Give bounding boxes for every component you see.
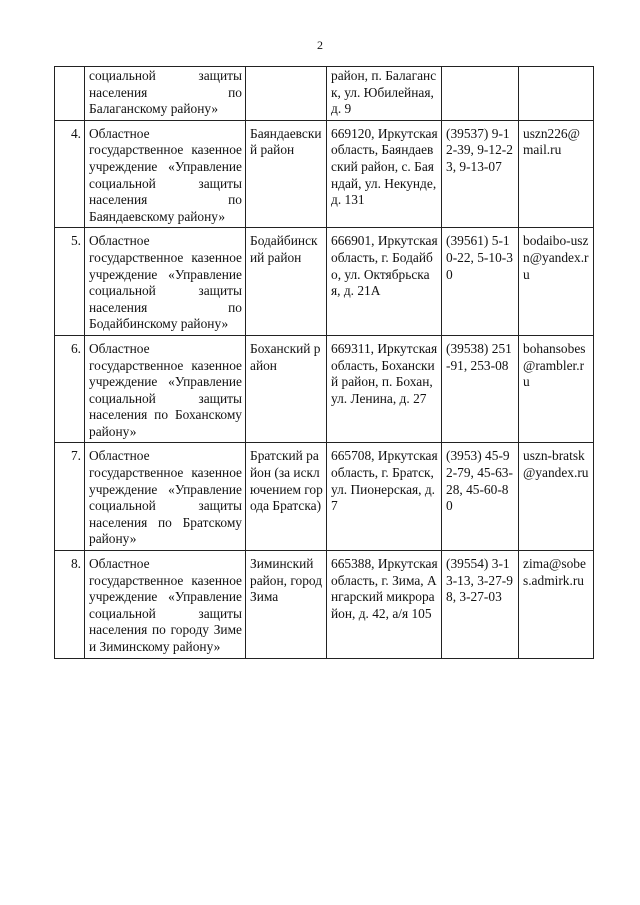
phone: (39538) 251-91, 253-08 — [442, 335, 519, 443]
service-area: Братский район (за исключением города Братска) — [246, 443, 327, 551]
address: 669311, Иркутская область, Боханский район, п. Бохан, ул. Ленина, д. 27 — [327, 335, 442, 443]
phone: (3953) 45-92-79, 45-63-28, 45-60-80 — [442, 443, 519, 551]
page-number: 2 — [317, 38, 323, 52]
address: 669120, Иркутская область, Баяндаевский район, с. Баяндай, ул. Некунде, д. 131 — [327, 120, 442, 228]
service-area: Баяндаевский район — [246, 120, 327, 228]
institution-name: Областное государственное казенное учреждение «Управление социальной защиты населения по Бодайбинскому району» — [85, 228, 246, 336]
phone: (39554) 3-13-13, 3-27-98, 3-27-03 — [442, 551, 519, 659]
table-row — [55, 335, 594, 443]
service-area: Бодайбинский район — [246, 228, 327, 336]
row-number: 7. — [55, 443, 85, 551]
table-row — [55, 120, 594, 228]
row-number — [55, 67, 85, 121]
address: 665708, Иркутская область, г. Братск, ул. Пионерская, д. 7 — [327, 443, 442, 551]
phone — [442, 67, 519, 121]
institutions-table — [54, 66, 594, 659]
institution-name: Областное государственное казенное учреждение «Управление социальной защиты населения по Братскому району» — [85, 443, 246, 551]
email: bohansobes@rambler.ru — [519, 335, 594, 443]
email: zima@sobes.admirk.ru — [519, 551, 594, 659]
service-area: Зиминский район, город Зима — [246, 551, 327, 659]
institution-name: Областное государственное казенное учреждение «Управление социальной защиты населения по городу Зиме и Зиминскому району» — [85, 551, 246, 659]
email — [519, 67, 594, 121]
email: uszn-bratsk@yandex.ru — [519, 443, 594, 551]
service-area — [246, 67, 327, 121]
service-area: Боханский район — [246, 335, 327, 443]
row-number: 4. — [55, 120, 85, 228]
table-row — [55, 551, 594, 659]
address: 666901, Иркутская область, г. Бодайбо, ул. Октябрьская, д. 21А — [327, 228, 442, 336]
institution-name: Областное государственное казенное учреждение «Управление социальной защиты населения по Боханскому району» — [85, 335, 246, 443]
phone: (39561) 5-10-22, 5-10-30 — [442, 228, 519, 336]
email: bodaibo-uszn@yandex.ru — [519, 228, 594, 336]
email: uszn226@mail.ru — [519, 120, 594, 228]
table-row — [55, 228, 594, 336]
address: 665388, Иркутская область, г. Зима, Ангарский микрорайон, д. 42, а/я 105 — [327, 551, 442, 659]
address: район, п. Балаганск, ул. Юбилейная, д. 9 — [327, 67, 442, 121]
institution-name: социальной защиты населения по Балаганскому району» — [85, 67, 246, 121]
phone: (39537) 9-12-39, 9-12-23, 9-13-07 — [442, 120, 519, 228]
table-row — [55, 67, 594, 121]
table-row — [55, 443, 594, 551]
institution-name: Областное государственное казенное учреждение «Управление социальной защиты населения по Баяндаевскому району» — [85, 120, 246, 228]
row-number: 8. — [55, 551, 85, 659]
row-number: 6. — [55, 335, 85, 443]
row-number: 5. — [55, 228, 85, 336]
